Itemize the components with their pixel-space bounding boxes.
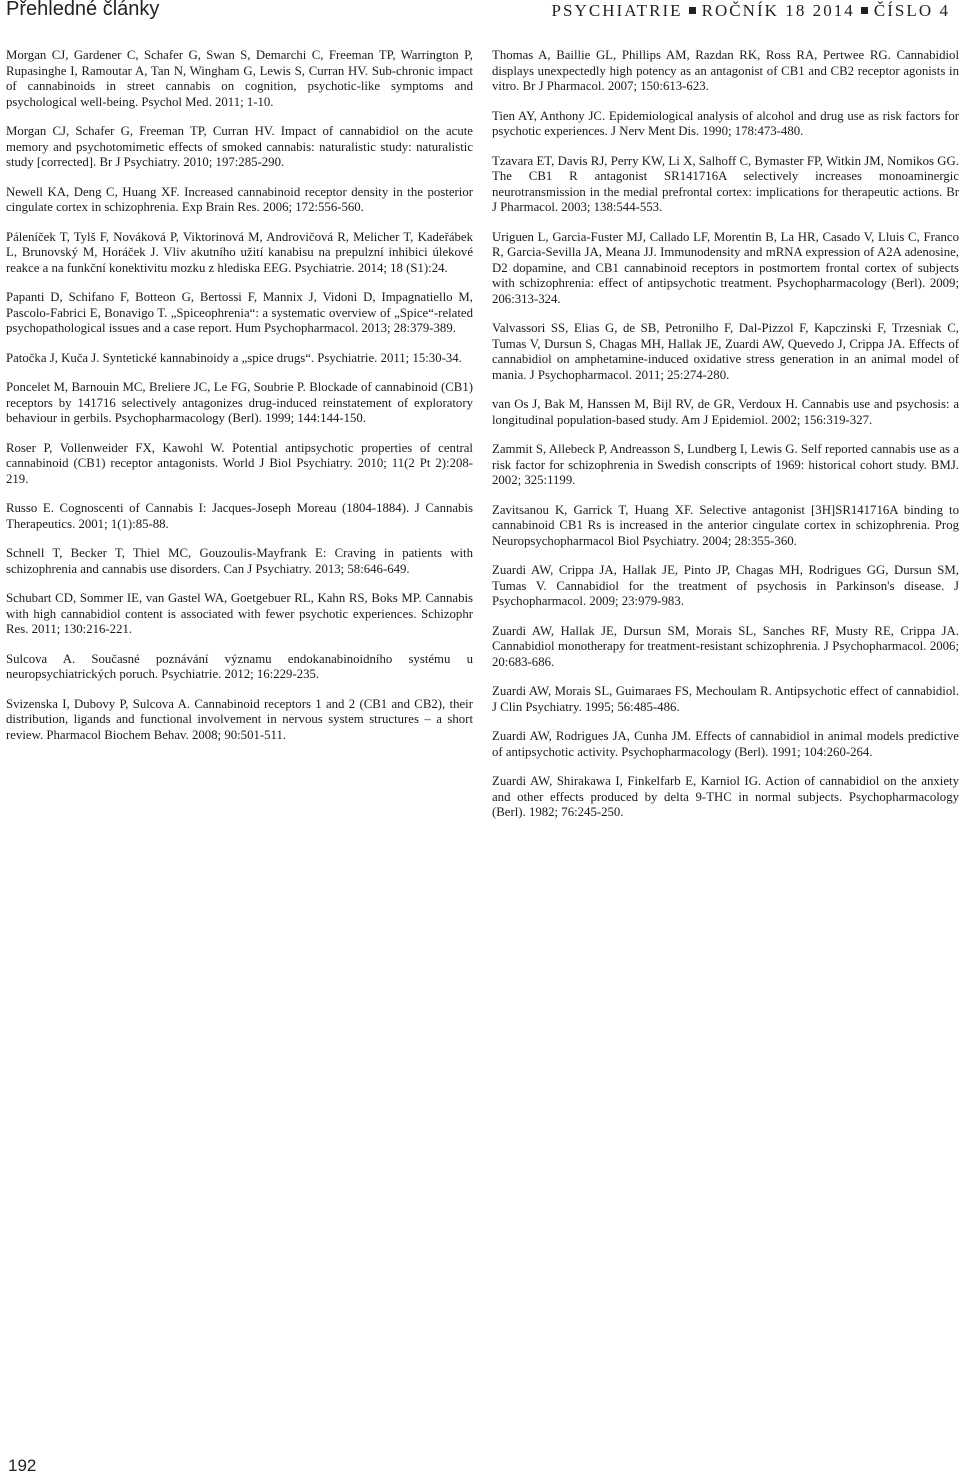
- page-header: [0, 0, 960, 26]
- reference-item: Russo E. Cognoscenti of Cannabis I: Jacques-Joseph Moreau (1804-1884). J Cannabis Therapeutics. 2001; 1(1):85-88.: [6, 501, 473, 531]
- reference-item: Tien AY, Anthony JC. Epidemiological analysis of alcohol and drug use as risk factors for psychotic experiences. J Nerv Ment Dis. 1990; 178:473-480.: [492, 108, 959, 138]
- reference-item: Papanti D, Schifano F, Botteon G, Bertossi F, Mannix J, Vidoni D, Impagnatiello M, Pascolo-Fabrici E, Bonavigo T. „Spiceophrenia“: a systematic overview of „Spice“-related psychopathological issues and a case report. Hum Psychopharmacol. 2013; 28:379-389.: [6, 290, 473, 335]
- section-title: Přehledné články: [6, 0, 160, 20]
- journal-issue: ČÍSLO 4: [873, 1, 950, 20]
- journal-name: PSYCHIATRIE: [551, 1, 683, 20]
- reference-item: Roser P, Vollenweider FX, Kawohl W. Potential antipsychotic properties of central cannabinoid (CB1) receptor antagonists. World J Biol Psychiatry. 2010; 11(2 Pt 2):208-219.: [6, 440, 473, 486]
- reference-item: Tzavara ET, Davis RJ, Perry KW, Li X, Salhoff C, Bymaster FP, Witkin JM, Nomikos GG. The CB1 R antagonist SR141716A selectively increases monoaminergic neurotransmission in the medial prefrontal cortex: implications for therapeutic actions. Br J Pharmacol. 2003; 138:544-553.: [492, 153, 959, 214]
- reference-item: Schnell T, Becker T, Thiel MC, Gouzoulis-Mayfrank E: Craving in patients with schizophrenia and cannabis use disorders. Can J Psychiatry. 2013; 58:646-649.: [6, 546, 473, 576]
- reference-item: Zuardi AW, Morais SL, Guimaraes FS, Mechoulam R. Antipsychotic effect of cannabidiol. J Clin Psychiatry. 1995; 56:485-486.: [492, 684, 959, 714]
- reference-item: Zuardi AW, Hallak JE, Dursun SM, Morais SL, Sanches RF, Musty RE, Crippa JA. Cannabidiol monotherapy for treatment-resistant schizophrenia. J Psychopharmacol. 2006; 20:683-686.: [492, 623, 959, 669]
- reference-item: Uriguen L, Garcia-Fuster MJ, Callado LF, Morentin B, La HR, Casado V, Lluis C, Franco R, Garcia-Sevilla JA, Meana JJ. Immunodensity and mRNA expression of A2A adenosine, D2 dopamine, and CB1 cannabinoid receptors in postmortem frontal cortex of subjects with schizophrenia: effect of antipsychotic treatment. Psychopharmacology (Berl). 2009; 206:313-324.: [492, 229, 959, 306]
- separator-square-icon: [689, 7, 696, 14]
- reference-item: Morgan CJ, Gardener C, Schafer G, Swan S, Demarchi C, Freeman TP, Warrington P, Rupasinghe I, Ramoutar A, Tan N, Wingham G, Lewis S, Curran HV. Sub-chronic impact of cannabinoids in street cannabis on cognition, psychotic-like symptoms and psychological well-being. Psychol Med. 2011; 1-10.: [6, 48, 473, 109]
- reference-item: Valvassori SS, Elias G, de SB, Petronilho F, Dal-Pizzol F, Kapczinski F, Trzesniak C, Tumas V, Dursun S, Chagas MH, Hallak JE, Zuardi AW, Quevedo J, Crippa JA. Effects of cannabidiol on amphetamine-induced oxidative stress generation in an animal model of mania. J Psychopharmacol. 2011; 25:274-280.: [492, 321, 959, 382]
- reference-item: Zuardi AW, Rodrigues JA, Cunha JM. Effects of cannabidiol in animal models predictive of antipsychotic activity. Psychopharmacology (Berl). 1991; 104:260-264.: [492, 729, 959, 759]
- reference-item: Poncelet M, Barnouin MC, Breliere JC, Le FG, Soubrie P. Blockade of cannabinoid (CB1) receptors by 141716 selectively antagonizes drug-induced reinstatement of exploratory behaviour in gerbils. Psychopharmacology (Berl). 1999; 144:144-150.: [6, 380, 473, 425]
- reference-item: Páleníček T, Tylš F, Nováková P, Viktorinová M, Androvičová R, Melicher T, Kadeřábek L, Brunovský M, Horáček J. Vliv akutního užití kanabisu na prepulzní inhibici úlekové reakce a na funkční konektivitu mozku z hlediska EEG. Psychiatrie. 2014; 18 (S1):24.: [6, 229, 473, 275]
- reference-item: Zuardi AW, Shirakawa I, Finkelfarb E, Karniol IG. Action of cannabidiol on the anxiety and other effects produced by delta 9-THC in normal subjects. Psychopharmacology (Berl). 1982; 76:245-250.: [492, 774, 959, 819]
- reference-item: Zavitsanou K, Garrick T, Huang XF. Selective antagonist [3H]SR141716A binding to cannabinoid CB1 Rs is increased in the anterior cingulate cortex in schizophrenia. Prog Neuropsychopharmacol Biol Psychiatry. 2004; 28:355-360.: [492, 502, 959, 548]
- reference-item: Patočka J, Kuča J. Syntetické kannabinoidy a „spice drugs“. Psychiatrie. 2011; 15:30-34.: [6, 350, 462, 365]
- journal-info: [552, 1, 950, 21]
- reference-item: Thomas A, Baillie GL, Phillips AM, Razdan RK, Ross RA, Pertwee RG. Cannabidiol displays unexpectedly high potency as an antagonist of CB1 and CB2 receptor agonists in vitro. Br J Pharmacol. 2007; 150:613-623.: [492, 48, 959, 93]
- journal-volume: ROČNÍK 18: [701, 1, 807, 20]
- reference-item: Zammit S, Allebeck P, Andreasson S, Lundberg I, Lewis G. Self reported cannabis use as a risk factor for schizophrenia in Swedish conscripts of 1969: historical cohort study. BMJ. 2002; 325:1199.: [492, 442, 959, 487]
- reference-item: Newell KA, Deng C, Huang XF. Increased cannabinoid receptor density in the posterior cingulate cortex in schizophrenia. Exp Brain Res. 2006; 172:556-560.: [6, 184, 473, 214]
- reference-item: Zuardi AW, Crippa JA, Hallak JE, Pinto JP, Chagas MH, Rodrigues GG, Dursun SM, Tumas V. Cannabidiol for the treatment of psychosis in Parkinson's disease. J Psychopharmacol. 2009; 23:979-983.: [492, 563, 959, 608]
- reference-item: Morgan CJ, Schafer G, Freeman TP, Curran HV. Impact of cannabidiol on the acute memory and psychotomimetic effects of smoked cannabis: naturalistic study: naturalistic study [corrected]. Br J Psychiatry. 2010; 197:285-290.: [6, 124, 473, 169]
- separator-square-icon: [861, 7, 868, 14]
- reference-item: Svizenska I, Dubovy P, Sulcova A. Cannabinoid receptors 1 and 2 (CB1 and CB2), their distribution, ligands and functional involvement in nervous system structures – a short review. Pharmacol Biochem Behav. 2008; 90:501-511.: [6, 696, 473, 742]
- reference-item: van Os J, Bak M, Hanssen M, Bijl RV, de GR, Verdoux H. Cannabis use and psychosis: a longitudinal population-based study. Am J Epidemiol. 2002; 156:319-327.: [492, 397, 959, 427]
- reference-item: Schubart CD, Sommer IE, van Gastel WA, Goetgebuer RL, Kahn RS, Boks MP. Cannabis with high cannabidiol content is associated with fewer psychotic experiences. Schizophr Res. 2011; 130:216-221.: [6, 591, 473, 636]
- references-column-right: [492, 48, 959, 835]
- reference-item: Sulcova A. Současné poznávání významu endokanabinoidního systému u neuropsychiatrických poruch. Psychiatrie. 2012; 16:229-235.: [6, 651, 473, 681]
- journal-year: 2014: [812, 1, 855, 20]
- page-number: 192: [8, 1456, 37, 1475]
- references-column-left: [6, 48, 473, 757]
